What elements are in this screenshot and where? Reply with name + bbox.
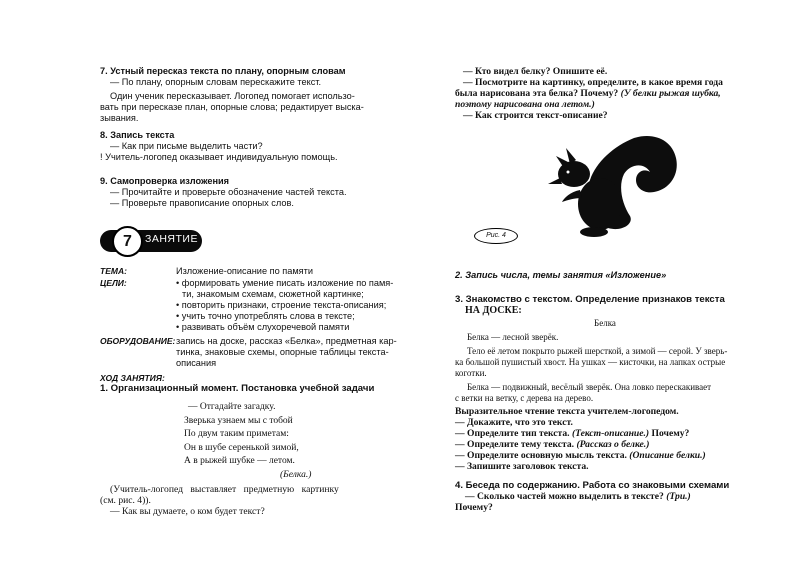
celi-list bbox=[176, 278, 416, 333]
figure-label: Рис. 4 bbox=[474, 228, 518, 244]
section-7-line: — По плану, опорным словам перескажите текст. bbox=[110, 77, 322, 87]
section-8 bbox=[100, 130, 410, 163]
question-text: была нарисована эта белка? Почему? bbox=[455, 88, 621, 99]
story-line: Тело её летом покрыто рыжей шерсткой, а зимой — серой. У зверь- bbox=[467, 346, 728, 356]
celi-item: • формировать умение писать изложение по памя- bbox=[176, 278, 394, 288]
celi-item: ти, знакомым схемам, сюжетной картинке; bbox=[182, 289, 364, 299]
teacher-note-line: (см. рис. 4)). bbox=[100, 495, 151, 506]
section-8-title: 8. Запись текста bbox=[100, 130, 175, 140]
riddle-answer: (Белка.) bbox=[280, 469, 312, 480]
reading-text: — Определите тему текста. bbox=[455, 439, 577, 450]
story-title: Белка bbox=[594, 318, 616, 328]
section-1-title: 1. Организационный момент. Постановка учебной задачи bbox=[100, 383, 375, 394]
celi-item: • развивать объём слухоречевой памяти bbox=[176, 322, 350, 332]
section-9-line: — Прочитайте и проверьте обозначение частей текста. bbox=[110, 187, 347, 197]
oborudovanie-line: описания bbox=[176, 358, 217, 368]
riddle-line: По двум таким приметам: bbox=[184, 429, 289, 439]
section-4-answer: (Три.) bbox=[666, 491, 691, 502]
oborudovanie-line: тинка, знаковые схемы, опорные таблицы текста- bbox=[176, 347, 389, 357]
riddle-line: А в рыжей шубке — летом. bbox=[184, 456, 295, 466]
hod-label: ХОД ЗАНЯТИЯ: bbox=[100, 373, 165, 383]
riddle-line: Он в шубе серенькой зимой, bbox=[184, 442, 299, 453]
story-line: Белка — лесной зверёк. bbox=[467, 332, 559, 342]
celi-item: • учить точно употреблять слова в тексте; bbox=[176, 311, 355, 321]
reading-text: — Определите тип текста. bbox=[455, 428, 572, 439]
section-9 bbox=[100, 176, 410, 209]
section-4-line: Почему? bbox=[455, 502, 493, 513]
story-text bbox=[455, 318, 755, 404]
riddle bbox=[184, 401, 344, 482]
section-7-title: 7. Устный пересказ текста по плану, опорным словам bbox=[100, 66, 346, 76]
lesson-word: ЗАНЯТИЕ bbox=[145, 233, 198, 245]
section-3 bbox=[455, 294, 765, 316]
tema-value: Изложение-описание по памяти bbox=[176, 266, 313, 276]
section-7 bbox=[100, 66, 410, 124]
section-4-title: 4. Беседа по содержанию. Работа со знаковыми схемами bbox=[455, 480, 730, 491]
section-7-line: зывания. bbox=[100, 113, 139, 123]
reading-questions bbox=[455, 406, 765, 472]
section-4 bbox=[455, 480, 765, 513]
section-4-line bbox=[455, 491, 765, 502]
reading-answer: (Текст-описание.) bbox=[571, 428, 650, 439]
celi-label: ЦЕЛИ: bbox=[100, 278, 127, 288]
reading-answer: (Описание белки.) bbox=[629, 450, 706, 461]
question-line: — Как строится текст-описание? bbox=[463, 110, 608, 121]
teacher-note-line: (Учитель-логопед выставляет предметную картинку bbox=[110, 484, 339, 495]
story-line: с ветки на ветку, с дерева на дерево. bbox=[455, 393, 594, 403]
riddle-line: Зверька узнаем мы с тобой bbox=[184, 415, 293, 426]
section-9-line: — Проверьте правописание опорных слов. bbox=[110, 198, 294, 208]
section-8-line: — Как при письме выделить части? bbox=[110, 141, 263, 151]
reading-line bbox=[455, 428, 765, 439]
riddle-line: — Отгадайте загадку. bbox=[188, 402, 276, 412]
section-9-title: 9. Самопроверка изложения bbox=[100, 176, 230, 186]
section-8-line: ! Учитель-логопед оказывает индивидуальную помощь. bbox=[100, 152, 338, 162]
question-line bbox=[455, 88, 755, 99]
teacher-note bbox=[100, 484, 410, 517]
section-2-title: 2. Запись числа, темы занятия «Изложение» bbox=[455, 270, 667, 280]
question-line: — Кто видел белку? Опишите её. bbox=[463, 66, 608, 77]
celi-item: • повторить признаки, строение текста-описания; bbox=[176, 300, 387, 310]
section-7-line: вать при пересказе план, опорные слова; редактирует выска- bbox=[100, 102, 364, 112]
reading-text: Почему? bbox=[649, 428, 690, 439]
section-3-title: 3. Знакомство с текстом. Определение признаков текста bbox=[455, 294, 725, 305]
question-line: — Посмотрите на картинку, определите, в какое время года bbox=[463, 77, 723, 88]
lesson-number: 7 bbox=[112, 226, 143, 257]
reading-line: — Докажите, что это текст. bbox=[455, 417, 573, 428]
reading-line bbox=[455, 439, 765, 450]
reading-title: Выразительное чтение текста учителем-логопедом. bbox=[455, 406, 679, 417]
squirrel-illustration bbox=[530, 128, 680, 240]
story-line: Белка — подвижный, весёлый зверёк. Она ловко перескакивает bbox=[467, 382, 712, 392]
section-4-text: — Сколько частей можно выделить в тексте? bbox=[465, 491, 667, 502]
question-answer: поэтому нарисована она летом.) bbox=[455, 99, 595, 110]
oborudovanie-line: запись на доске, рассказ «Белка», предметная кар- bbox=[176, 336, 397, 346]
story-line: ка большой пушистый хвост. На ушках — кисточки, на лапках острые bbox=[455, 357, 726, 367]
oborudovanie-list bbox=[176, 336, 416, 369]
oborudovanie-label: ОБОРУДОВАНИЕ: bbox=[100, 336, 176, 346]
reading-text: — Определите основную мысль текста. bbox=[455, 450, 630, 461]
reading-answer: (Рассказ о белке.) bbox=[576, 439, 650, 450]
question-answer: (У белки рыжая шубка, bbox=[620, 88, 721, 99]
teacher-note-line: — Как вы думаете, о ком будет текст? bbox=[110, 506, 265, 517]
reading-line: — Запишите заголовок текста. bbox=[455, 461, 589, 472]
intro-questions bbox=[455, 66, 755, 121]
board-label: НА ДОСКЕ: bbox=[465, 305, 522, 316]
squirrel-image bbox=[530, 128, 680, 240]
reading-line bbox=[455, 450, 765, 461]
tema-label: ТЕМА: bbox=[100, 266, 127, 276]
section-7-line: Один ученик пересказывает. Логопед помогает использо- bbox=[110, 91, 355, 101]
story-line: коготки. bbox=[455, 368, 487, 378]
